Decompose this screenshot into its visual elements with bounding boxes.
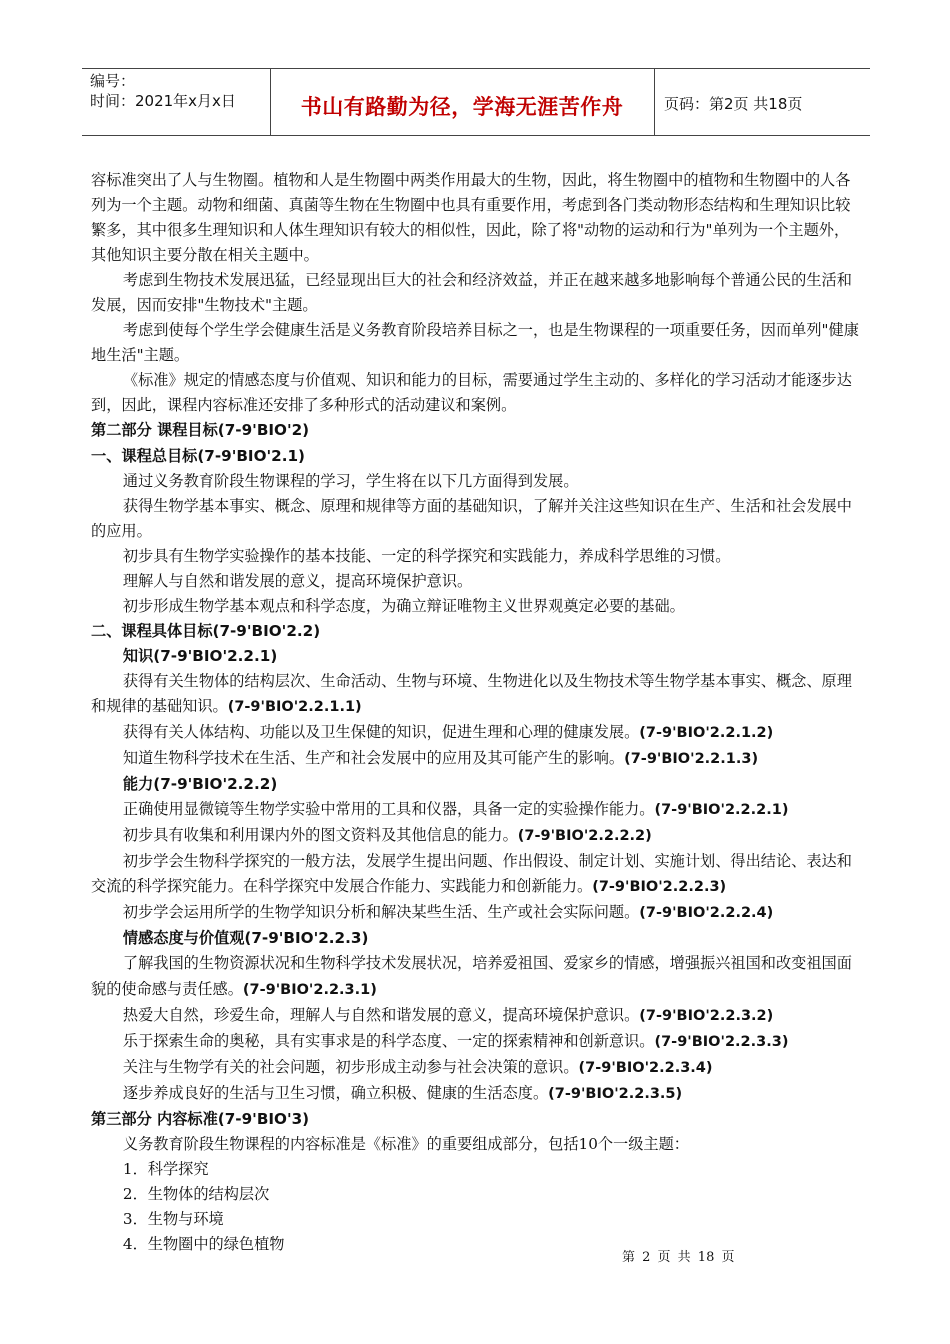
objective-code: (7-9'BIO'2.2.3.3) [654,1033,789,1050]
objective-code: (7-9'BIO'2.2.1.2) [639,725,774,742]
objective-code: (7-9'BIO'2.2.2.4) [639,905,774,922]
paragraph: 初步形成生物学基本观点和科学态度，为确立辩证唯物主义世界观奠定必要的基础。 [122,596,685,615]
objective-code: (7-9'BIO'2.2.3.5) [548,1085,683,1102]
page-header [82,68,870,136]
objective-item [91,1081,861,1107]
paragraph: 初步具有生物学实验操作的基本技能、一定的科学探究和实践能力，养成科学思维的习惯。 [122,546,731,565]
header-date: 时间：2021年x月x日 [90,92,236,110]
section-heading: 第二部分 课程目标(7-9'BIO'2) [91,421,310,440]
objective-heading: 情感态度与价值观(7-9'BIO'2.2.3) [122,929,369,948]
objective-text: 乐于探索生命的奥秘，具有实事求是的科学态度、一定的探索精神和创新意识。 [122,1031,655,1050]
topic-list-item: 4．生物圈中的绿色植物 [122,1234,285,1253]
objective-text: 知道生物科学技术在生活、生产和社会发展中的应用及其可能产生的影响。 [122,749,625,768]
objective-item [91,669,861,720]
objective-code: (7-9'BIO'2.2.3.2) [639,1007,774,1024]
objective-code: (7-9'BIO'2.2.1.1) [227,698,362,715]
header-number: 编号： [90,72,136,90]
header-divider [654,69,655,135]
topic-list-item: 3．生物与环境 [122,1209,224,1228]
objective-text: 初步学会生物科学探究的一般方法，发展学生提出问题、作出假设、制定计划、实施计划、得出结论、表达和交流的科学探究能力。在科学探究中发展合作能力、实践能力和创新能力。 [91,852,852,896]
paragraph: 通过义务教育阶段生物课程的学习，学生将在以下几方面得到发展。 [122,471,579,490]
objective-code: (7-9'BIO'2.2.2.3) [592,879,727,896]
paragraph: 考虑到使每个学生学会健康生活是义务教育阶段培养目标之一，也是生物课程的一项重要任务，因而单列"健康地生活"主题。 [91,321,859,365]
objective-item [91,1003,861,1029]
objective-text: 热爱大自然，珍爱生命，理解人与自然和谐发展的意义，提高环境保护意识。 [122,1005,640,1024]
objective-text: 逐步养成良好的生活与卫生习惯，确立积极、健康的生活态度。 [122,1083,549,1102]
objective-item [91,823,861,849]
objective-item [91,720,861,746]
objective-heading: 能力(7-9'BIO'2.2.2) [122,775,278,794]
paragraph: 义务教育阶段生物课程的内容标准是《标准》的重要组成部分，包括10个一级主题： [122,1134,689,1153]
objective-code: (7-9'BIO'2.2.3.1) [242,981,377,998]
objective-heading: 知识(7-9'BIO'2.2.1) [122,646,278,665]
objective-text: 正确使用显微镜等生物学实验中常用的工具和仪器，具备一定的实验操作能力。 [122,800,655,819]
header-meta [90,71,236,111]
objective-text: 初步具有收集和利用课内外的图文资料及其他信息的能力。 [122,826,518,845]
paragraph: 考虑到生物技术发展迅猛，已经显现出巨大的社会和经济效益，并正在越来越多地影响每个普通公民的生活和发展，因而安排"生物技术"主题。 [91,271,852,315]
objective-code: (7-9'BIO'2.2.1.3) [624,751,759,768]
header-motto: 书山有路勤为径，学海无涯苦作舟 [300,95,624,119]
paragraph: 获得生物学基本事实、概念、原理和规律等方面的基础知识，了解并关注这些知识在生产、生活和社会发展中的应用。 [91,496,852,540]
objective-item [91,1055,861,1081]
page-footer: 第 2 页 共 18 页 [622,1250,735,1265]
paragraph: 容标准突出了人与生物圈。植物和人是生物圈中两类作用最大的生物，因此，将生物圈中的植物和生物圈中的人各列为一个主题。动物和细菌、真菌等生物在生物圈中也具有重要作用，考虑到各门类动物形态结构和生理知识比较繁多，其中很多生理知识和人体生理知识有较大的相似性，因此，除了将"动物的运动和行为"单列为一个主题外，其他知识主要分散在相关主题中。 [91,171,851,265]
objective-item [91,1029,861,1055]
objective-item [91,849,861,900]
subsection-heading: 一、课程总目标(7-9'BIO'2.1) [91,446,305,465]
objective-code: (7-9'BIO'2.2.3.4) [578,1059,713,1076]
objective-text: 获得有关生物体的结构层次、生命活动、生物与环境、生物进化以及生物技术等生物学基本事实、概念、原理和规律的基础知识。 [91,671,852,715]
paragraph: 理解人与自然和谐发展的意义，提高环境保护意识。 [122,571,473,590]
objective-item [91,797,861,823]
header-page-number: 页码：第2页 共18页 [664,95,803,113]
subsection-heading: 二、课程具体目标(7-9'BIO'2.2) [91,621,321,640]
objective-item [91,951,861,1002]
topic-list-item: 1．科学探究 [122,1159,209,1178]
paragraph: 《标准》规定的情感态度与价值观、知识和能力的目标，需要通过学生主动的、多样化的学习活动才能逐步达到，因此，课程内容标准还安排了多种形式的活动建议和案例。 [91,371,852,415]
objective-code: (7-9'BIO'2.2.2.2) [517,828,652,845]
section-heading: 第三部分 内容标准(7-9'BIO'3) [91,1109,310,1128]
objective-text: 获得有关人体结构、功能以及卫生保健的知识，促进生理和心理的健康发展。 [122,723,640,742]
topic-list-item: 2．生物体的结构层次 [122,1184,270,1203]
objective-text: 关注与生物学有关的社会问题，初步形成主动参与社会决策的意识。 [122,1057,579,1076]
objective-text: 了解我国的生物资源状况和生物科学技术发展状况，培养爱祖国、爱家乡的情感，增强振兴祖国和改变祖国面貌的使命感与责任感。 [91,954,852,998]
objective-code: (7-9'BIO'2.2.2.1) [654,802,789,819]
objective-item [91,746,861,772]
objective-text: 初步学会运用所学的生物学知识分析和解决某些生活、生产或社会实际问题。 [122,903,640,922]
objective-item [91,900,861,926]
document-body [91,168,861,1257]
